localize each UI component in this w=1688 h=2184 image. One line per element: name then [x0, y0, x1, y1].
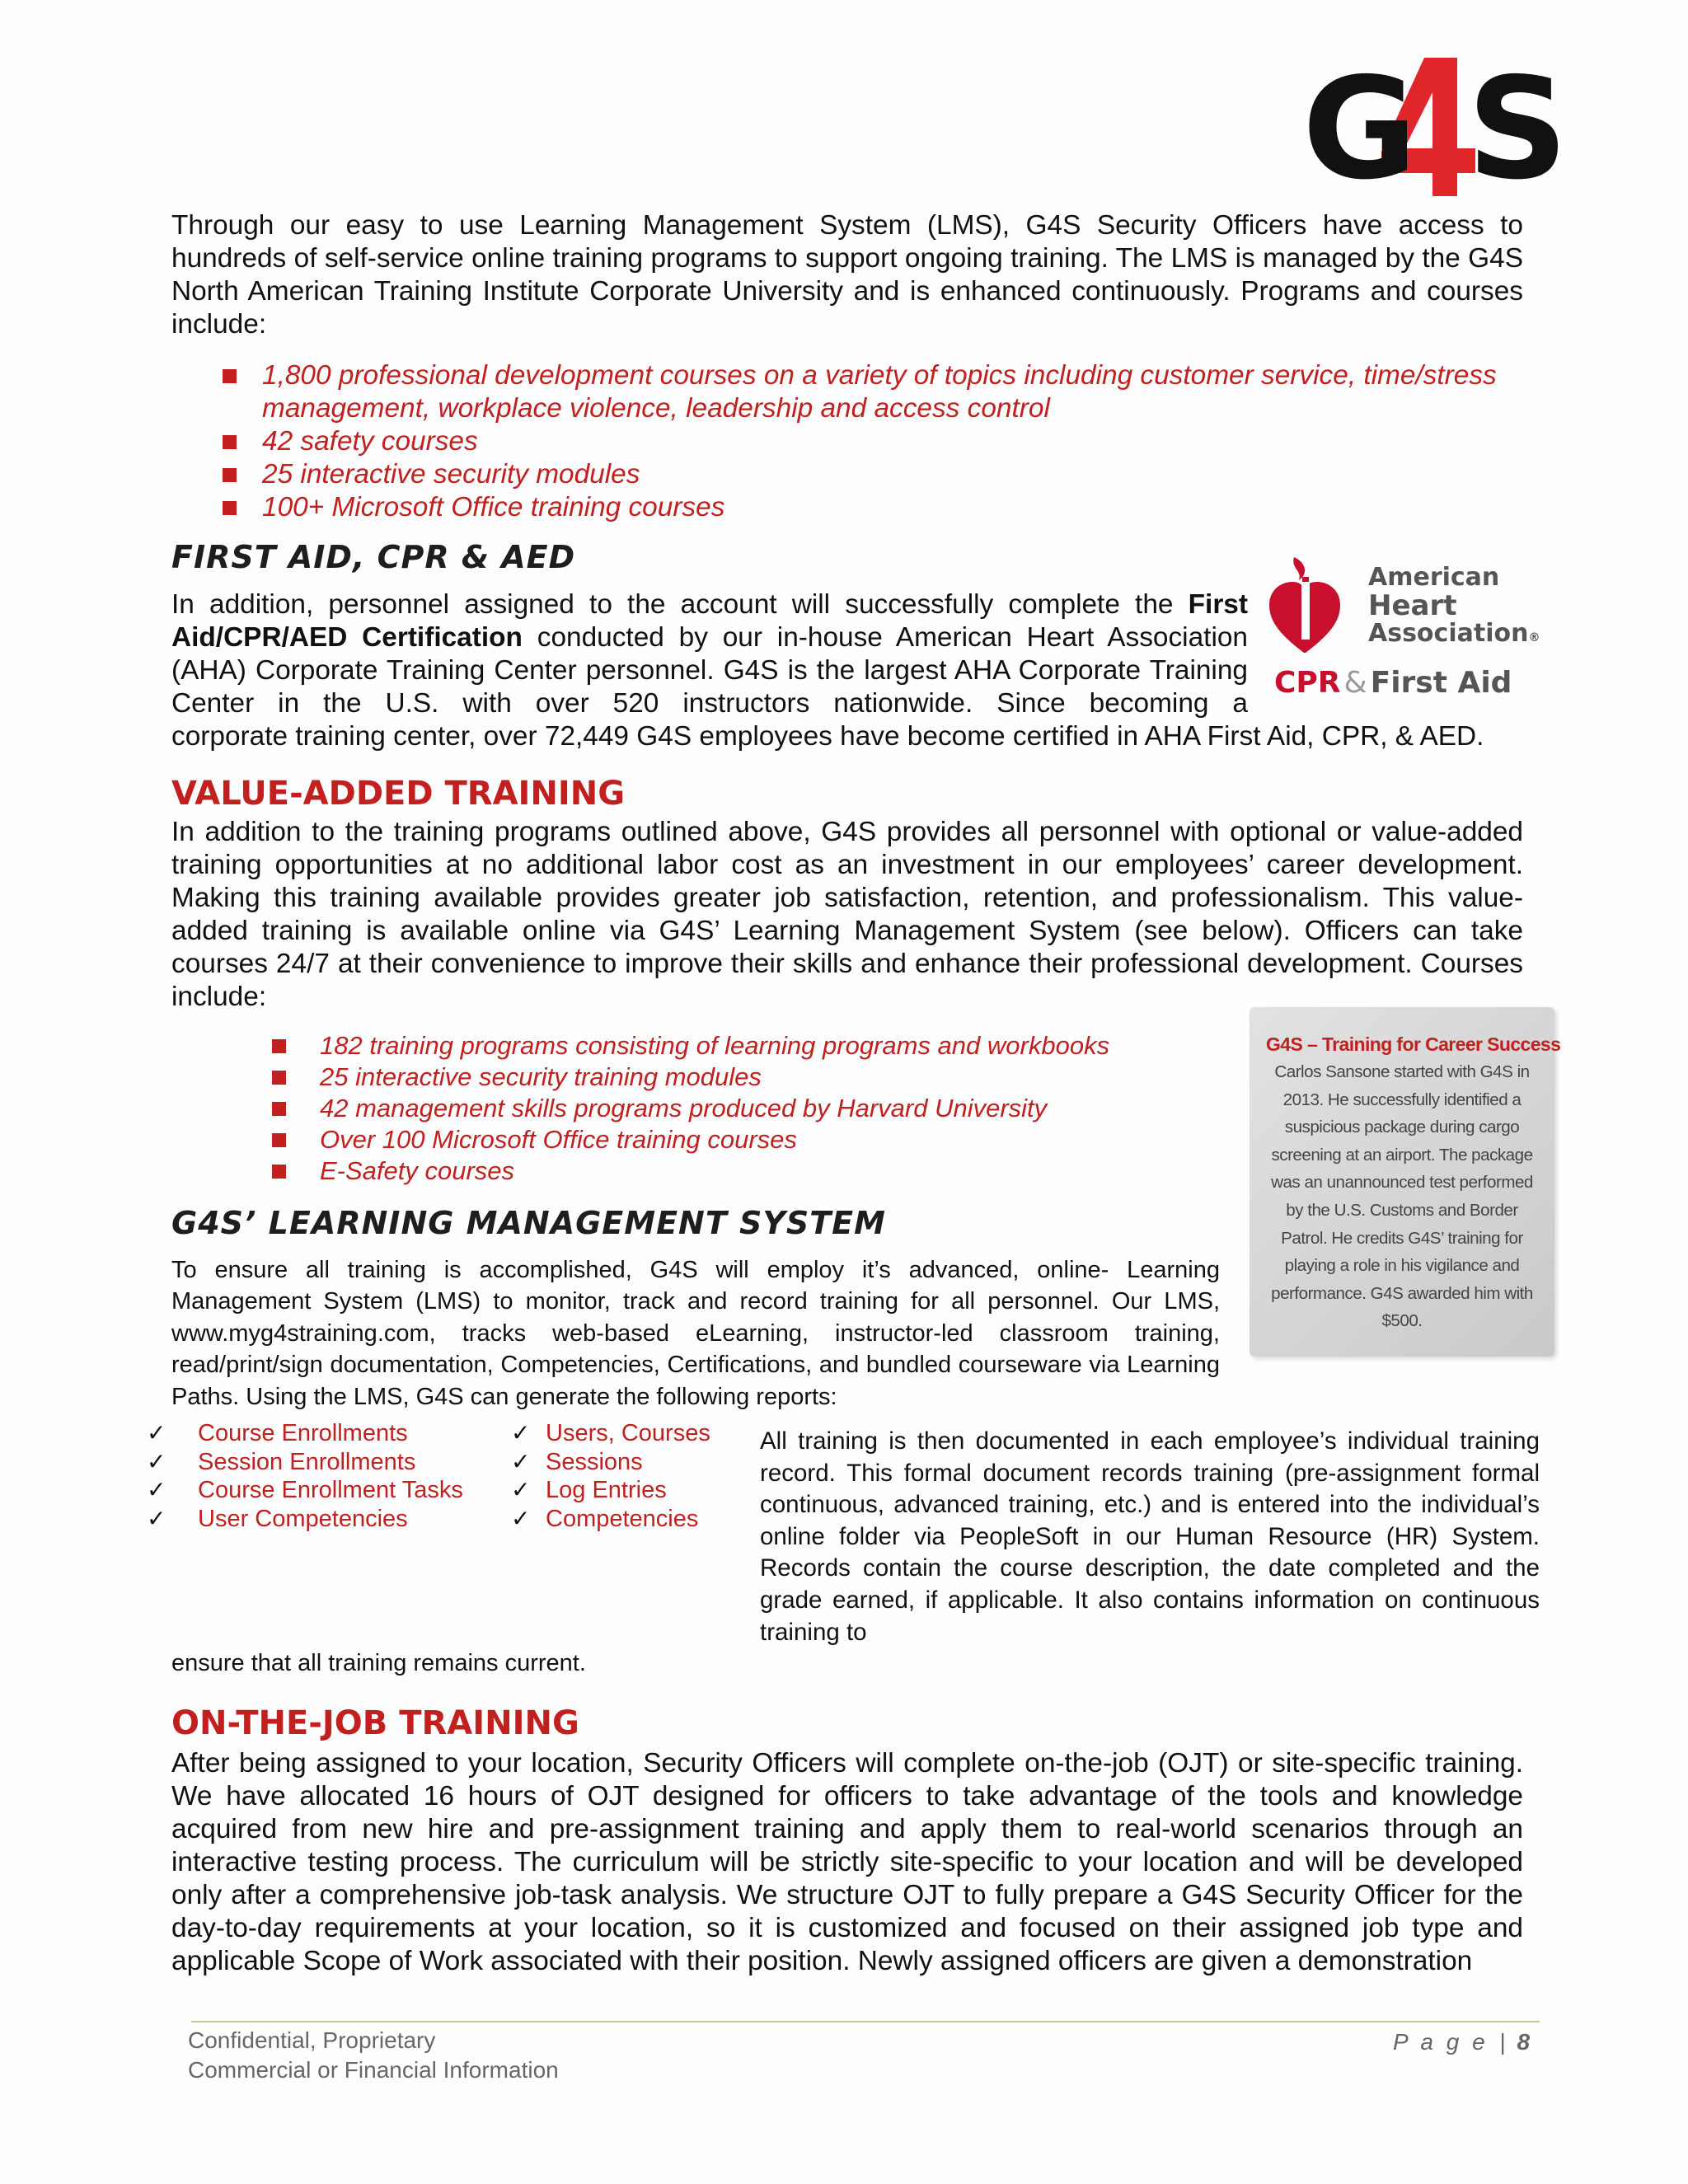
- square-bullet-icon: [223, 369, 237, 383]
- check-icon: ✓: [511, 1447, 531, 1475]
- list-item: 25 interactive security modules: [223, 458, 1525, 491]
- callout-title: G4S – Training for Career Success: [1266, 1033, 1561, 1055]
- footer-rule: [191, 2021, 1540, 2022]
- page-number: P a g e | 8: [1393, 2029, 1531, 2055]
- training-record-paragraph: All training is then documented in each employee’s individual training record. This formal document records training (pre-assignment formal continuous, advanced training, etc.) and is entered into the individual’s online folder via PeopleSoft in our Human Resource (HR) System. Records contain the course description, the date completed and the grade earned, if applicable. It also contains information on continuous training to: [760, 1427, 1540, 1646]
- square-bullet-icon: [223, 501, 237, 515]
- list-item: ✓ Session Enrollments: [147, 1447, 416, 1475]
- square-bullet-icon: [272, 1039, 286, 1053]
- square-bullet-icon: [223, 435, 237, 449]
- list-item: ✓ Sessions: [511, 1447, 643, 1475]
- list-item: 42 management skills programs produced by Harvard University: [272, 1093, 1228, 1124]
- value-added-paragraph: In addition to the training programs outlined above, G4S provides all personnel with optional or value-added training opportunities at no additional labor cost as an investment in our employees’ career development. Making this training available provides greater job satisfaction, retention, and professionalism. This value-added training is available online via G4S’ Learning Management System (see below). Officers can take courses 24/7 at their convenience to improve their skills and enhance their professional development. Courses include:: [171, 817, 1523, 1012]
- list-item: 100+ Microsoft Office training courses: [223, 491, 1525, 524]
- list-item: ✓ Course Enrollments: [147, 1419, 408, 1446]
- list-item: Over 100 Microsoft Office training courses: [272, 1124, 1228, 1155]
- lms-paragraph: To ensure all training is accomplished, G4S will employ it’s advanced, online- Learning Management System (LMS) to monitor, track and record training for all personnel. Our LMS, www.myg4straining.com, tracks web-based eLearning, instructor-led classroom training, read/print/sign documentation, Competencies, Certifications, and bundled courseware via Learning Paths. Using the LMS, G4S can generate the following reports:: [171, 1257, 1220, 1410]
- check-icon: ✓: [147, 1419, 166, 1446]
- intro-bullet-list: [223, 359, 1525, 524]
- check-icon: ✓: [511, 1419, 531, 1446]
- g4s-logo-mark: [1302, 41, 1568, 211]
- check-icon: ✓: [511, 1476, 531, 1503]
- square-bullet-icon: [272, 1071, 286, 1085]
- value-added-bullet-list: [272, 1030, 1228, 1187]
- first-aid-paragraph-end: corporate training center, over 72,449 G4S employees have become certified in AHA First Aid, CPR, & AED.: [171, 721, 1484, 752]
- career-success-callout: [1250, 1007, 1561, 1357]
- g4s-logo-letter-g: G: [1302, 48, 1409, 211]
- value-added-heading: VALUE-ADDED TRAINING: [171, 775, 626, 813]
- footer-confidential: Confidential, Proprietary Commercial or Financial Information: [188, 2027, 559, 2083]
- aha-cpr-first-aid-logo: [1269, 547, 1541, 712]
- list-item: E-Safety courses: [272, 1155, 1228, 1187]
- check-icon: ✓: [511, 1504, 531, 1532]
- check-icon: ✓: [147, 1476, 166, 1503]
- g4s-logo-letter-s: S: [1467, 48, 1568, 211]
- first-aid-heading: FIRST AID, CPR & AED: [171, 539, 576, 575]
- list-item: 182 training programs consisting of learning programs and workbooks: [272, 1030, 1228, 1062]
- callout-body: Carlos Sansone started with G4S in 2013. He successfully identified a suspicious package during cargo screening at an airport. The package was an unannounced test performed by the U.S. Customs and Border Patrol. He credits G4S’ training for playing a role in his vigilance and performance. G4S awarded him with $500.: [1271, 1062, 1533, 1331]
- list-item: 42 safety courses: [223, 425, 1525, 458]
- list-item: ✓ Course Enrollment Tasks: [147, 1476, 463, 1503]
- first-aid-paragraph: In addition, personnel assigned to the account will successfully complete the First Aid/CPR/AED Certification conducted by our in-house American Heart Association (AHA) Corporate Training Center personnel. G4S is the largest AHA Corporate Training Center in the U.S. with over 520 instructors nationwide. Since becoming a: [171, 589, 1249, 719]
- list-item: ✓ Competencies: [511, 1504, 699, 1532]
- g4s-logo: [1302, 41, 1568, 211]
- square-bullet-icon: [272, 1165, 286, 1179]
- list-item: 1,800 professional development courses on a variety of topics including customer service, time/stress management, workplace violence, leadership and access control: [223, 359, 1525, 425]
- ensure-current-text: ensure that all training remains current.: [171, 1650, 586, 1676]
- reports-list-col1: [147, 1419, 463, 1533]
- list-item: 25 interactive security training modules: [272, 1062, 1228, 1093]
- lms-heading: G4S’ LEARNING MANAGEMENT SYSTEM: [171, 1205, 886, 1241]
- ojt-heading: ON-THE-JOB TRAINING: [171, 1704, 579, 1742]
- square-bullet-icon: [272, 1133, 286, 1147]
- check-icon: ✓: [147, 1447, 166, 1475]
- ojt-paragraph: After being assigned to your location, Security Officers will complete on-the-job (OJT) or site-specific training. We have allocated 16 hours of OJT designed for officers to take advantage of the tools and knowledge acquired from new hire and pre-assignment training and apply them to real-world scenarios through an interactive testing process. The curriculum will be strictly site-specific to your location and will be developed only after a comprehensive job-task analysis. We structure OJT to fully prepare a G4S Security Officer for the day-to-day requirements at your location, so it is customized and focused on their assigned job type and applicable Scope of Work associated with their position. Newly assigned officers are given a demonstration: [171, 1748, 1523, 1976]
- list-item: ✓ User Competencies: [147, 1504, 408, 1532]
- reports-list-col2: [511, 1419, 710, 1533]
- aha-name: American Heart Association®: [1368, 563, 1540, 648]
- cpr-first-aid-label: CPR & First Aid: [1274, 666, 1512, 700]
- square-bullet-icon: [272, 1102, 286, 1116]
- list-item: ✓ Users, Courses: [511, 1419, 710, 1446]
- intro-paragraph: Through our easy to use Learning Management System (LMS), G4S Security Officers have access to hundreds of self-service online training programs to support ongoing training. The LMS is managed by the G4S North American Training Institute Corporate University and is enhanced continuously. Programs and courses include:: [171, 210, 1523, 340]
- check-icon: ✓: [147, 1504, 166, 1532]
- square-bullet-icon: [223, 468, 237, 482]
- list-item: ✓ Log Entries: [511, 1476, 667, 1503]
